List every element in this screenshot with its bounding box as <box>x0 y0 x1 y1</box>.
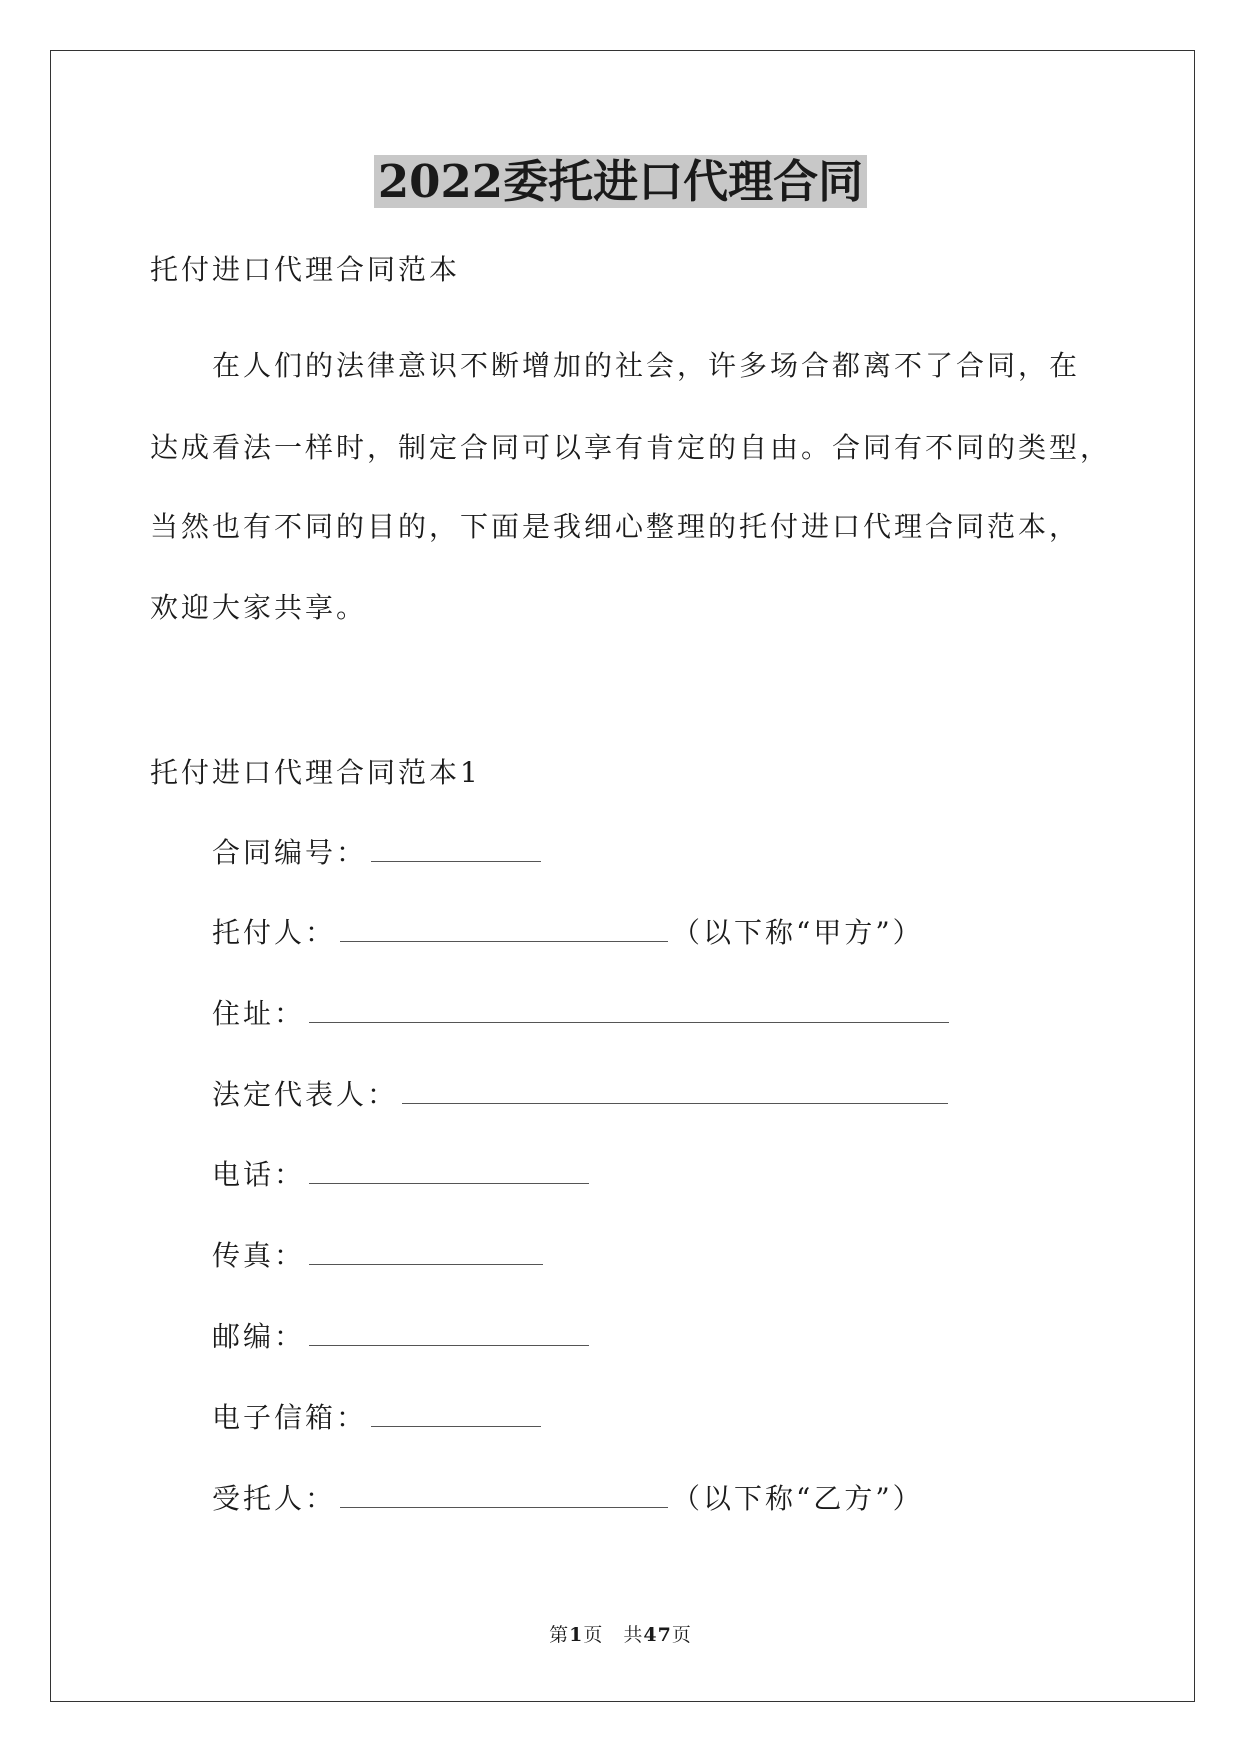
document-title <box>0 152 1241 212</box>
blank-line <box>309 1236 543 1265</box>
intro-line-3: 当然也有不同的目的，下面是我细心整理的托付进口代理合同范本， <box>150 510 1081 543</box>
field-fax <box>212 1236 547 1276</box>
blank-line <box>371 1398 541 1427</box>
blank-line <box>309 994 949 1023</box>
intro-line-1: 在人们的法律意识不断增加的社会，许多场合都离不了合同，在 <box>212 349 1081 382</box>
field-contract-no <box>212 833 545 873</box>
field-suffix: （以下称“甲方”） <box>672 916 924 949</box>
field-address <box>212 994 953 1034</box>
footer-page-total: 47 <box>643 1624 672 1646</box>
field-label: 法定代表人： <box>212 1078 399 1111</box>
section-title: 托付进口代理合同范本1 <box>150 756 481 789</box>
field-trustee <box>212 1479 924 1519</box>
field-label: 电话： <box>212 1158 306 1191</box>
blank-line <box>309 1155 589 1184</box>
blank-line <box>340 1479 668 1508</box>
blank-line <box>371 833 541 862</box>
field-entrustor <box>212 913 924 953</box>
footer-prefix: 第 <box>549 1624 570 1646</box>
blank-line <box>340 913 668 942</box>
field-label: 住址： <box>212 997 306 1030</box>
field-phone <box>212 1155 593 1195</box>
footer-suffix: 页 <box>671 1624 692 1646</box>
page-border <box>50 50 1195 1702</box>
intro-line-4: 欢迎大家共享。 <box>150 591 368 624</box>
footer-mid: 页 共 <box>583 1624 644 1646</box>
field-legal-rep <box>212 1075 952 1115</box>
blank-line <box>309 1317 589 1346</box>
field-label: 合同编号： <box>212 836 368 869</box>
field-label: 电子信箱： <box>212 1401 368 1434</box>
intro-line-2: 达成看法一样时，制定合同可以享有肯定的自由。合同有不同的类型， <box>150 431 1112 464</box>
field-postcode <box>212 1317 593 1357</box>
field-label: 托付人： <box>212 916 337 949</box>
page-footer <box>0 1622 1241 1648</box>
field-label: 受托人： <box>212 1482 337 1515</box>
field-suffix: （以下称“乙方”） <box>672 1482 924 1515</box>
document-heading: 托付进口代理合同范本 <box>150 253 461 286</box>
title-text: 2022委托进口代理合同 <box>374 155 867 208</box>
blank-line <box>402 1075 948 1104</box>
field-email <box>212 1398 545 1438</box>
field-label: 传真： <box>212 1239 306 1272</box>
footer-page-current: 1 <box>569 1624 584 1646</box>
field-label: 邮编： <box>212 1320 306 1353</box>
